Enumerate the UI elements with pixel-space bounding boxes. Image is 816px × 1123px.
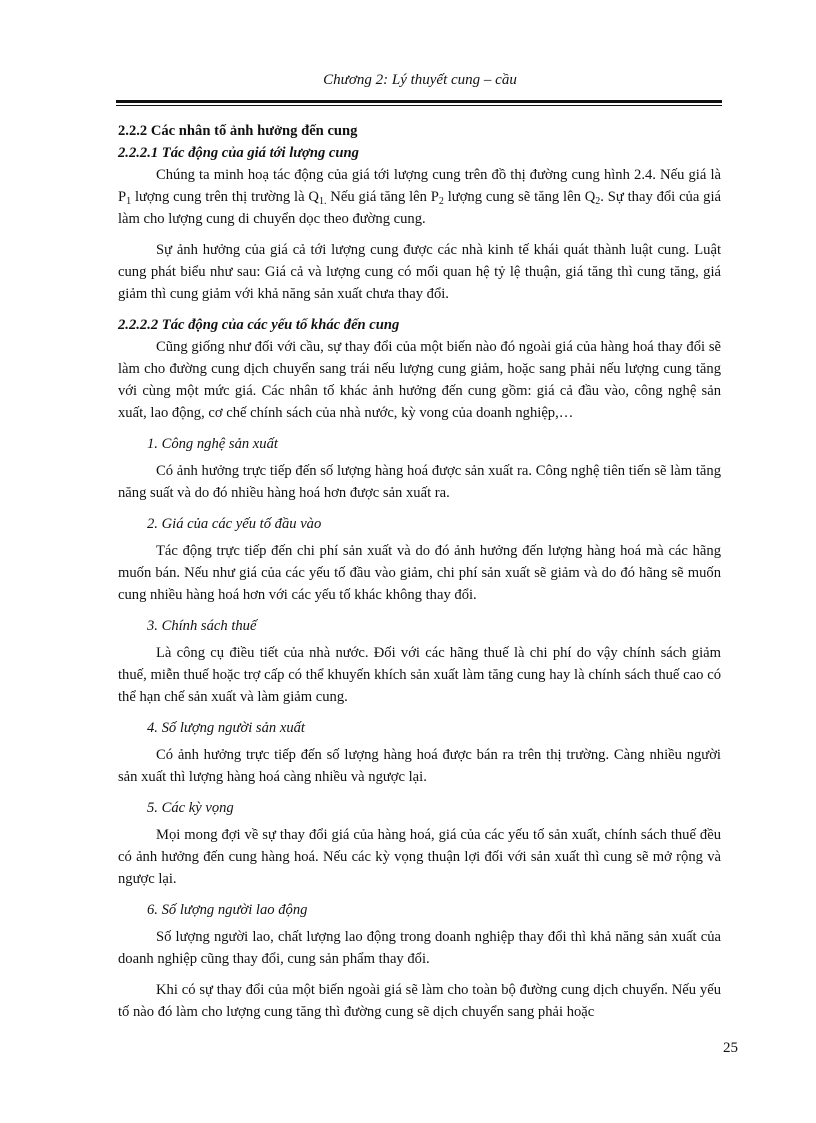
item-text-input-prices: Tác động trực tiếp đến chi phí sản xuất và do đó ảnh hưởng đến lượng hàng hoá mà các hãng muốn bán. Nếu như giá của các yếu tố đầu vào giảm, chi phí sản xuất sẽ giảm và do đó hãng sẽ muốn cung nhiều hàng hoá hơn với các yếu tố khác không thay đổi. <box>118 543 721 603</box>
page-number: 25 <box>723 1040 738 1056</box>
subsection-heading-other-factors: 2.2.2.2 Tác động của các yếu tố khác đến cung <box>118 317 400 333</box>
paragraph-other-factors-intro: Cũng giống như đối với cầu, sự thay đổi của một biến nào đó ngoài giá của hàng hoá thay đổi sẽ làm cho đường cung dịch chuyển sang trái nếu lượng cung giảm, hoặc sang phải nếu lượng cung tăng với cùng một mức giá. Các nhân tố khác ảnh hưởng đến cung gồm: giá cả đầu vào, công nghệ sản xuất, lao động, cơ chế chính sách của nhà nước, kỳ vong của doanh nghiệp,… <box>118 339 721 421</box>
paragraph-price-effect: Chúng ta minh hoạ tác động của giá tới lượng cung trên đồ thị đường cung hình 2.4. Nếu giá là $P_1$ lượng cung trên thị trường là $Q_{1.}$ Nếu giá tăng lên $P_2$ lượng cung sẽ tăng lên $Q_2$. Sự thay đổi của giá làm cho lượng cung di chuyển dọc theo đường cung. <box>118 167 722 227</box>
page-body <box>118 120 721 1032</box>
item-title-labor: 6. Số lượng người lao động <box>147 902 308 918</box>
header-rule-thin <box>116 105 722 106</box>
item-text-expectations: Mọi mong đợi về sự thay đổi giá của hàng hoá, giá của các yếu tố sản xuất, chính sách thuế đều có ảnh hưởng đến cung hàng hoá. Nếu các kỳ vọng thuận lợi đối với sản xuất thì cung sẽ mở rộng và ngược lại. <box>118 827 721 887</box>
header-rule-thick <box>116 100 722 103</box>
item-text-labor: Số lượng người lao, chất lượng lao động trong doanh nghiệp thay đổi thì khả năng sản xuất của doanh nghiệp cũng thay đổi, cung sản phẩm thay đổi. <box>118 929 721 967</box>
paragraph-closing: Khi có sự thay đổi của một biến ngoài giá sẽ làm cho toàn bộ đường cung dịch chuyển. Nếu yếu tố nào đó làm cho lượng cung tăng thì đường cung sẽ dịch chuyển sang phải hoặc <box>118 982 721 1020</box>
item-title-technology: 1. Công nghệ sản xuất <box>147 436 278 452</box>
section-heading: 2.2.2 Các nhân tố ảnh hưởng đến cung <box>118 123 358 139</box>
running-header: Chương 2: Lý thuyết cung – cầu <box>323 72 517 88</box>
item-title-tax-policy: 3. Chính sách thuế <box>147 618 257 634</box>
item-text-number-of-producers: Có ảnh hưởng trực tiếp đến số lượng hàng hoá được bán ra trên thị trường. Càng nhiều người sản xuất thì lượng hàng hoá càng nhiều và ngược lại. <box>118 747 721 785</box>
item-text-tax-policy: Là công cụ điều tiết của nhà nước. Đối với các hãng thuế là chi phí do vậy chính sách giảm thuế, miễn thuế hoặc trợ cấp có thể khuyến khích sản xuất làm tăng cung hay là chính sách thuế cao có thể hạn chế sản xuất và làm giảm cung. <box>118 645 721 705</box>
subsection-heading-price: 2.2.2.1 Tác động của giá tới lượng cung <box>118 145 359 161</box>
item-title-expectations: 5. Các kỳ vọng <box>147 800 234 816</box>
item-title-input-prices: 2. Giá của các yếu tố đầu vào <box>147 516 322 532</box>
item-title-number-of-producers: 4. Số lượng người sản xuất <box>147 720 305 736</box>
item-text-technology: Có ảnh hưởng trực tiếp đến số lượng hàng hoá được sản xuất ra. Công nghệ tiên tiến sẽ làm tăng năng suất và do đó nhiều hàng hoá hơn được sản xuất ra. <box>118 463 721 501</box>
paragraph-law-of-supply: Sự ảnh hưởng của giá cả tới lượng cung được các nhà kinh tế khái quát thành luật cung. Luật cung phát biểu như sau: Giá cả và lượng cung có mối quan hệ tỷ lệ thuận, giá tăng thì cung tăng, giá giảm thì cung giảm với khả năng sản xuất chưa thay đổi. <box>118 242 721 302</box>
